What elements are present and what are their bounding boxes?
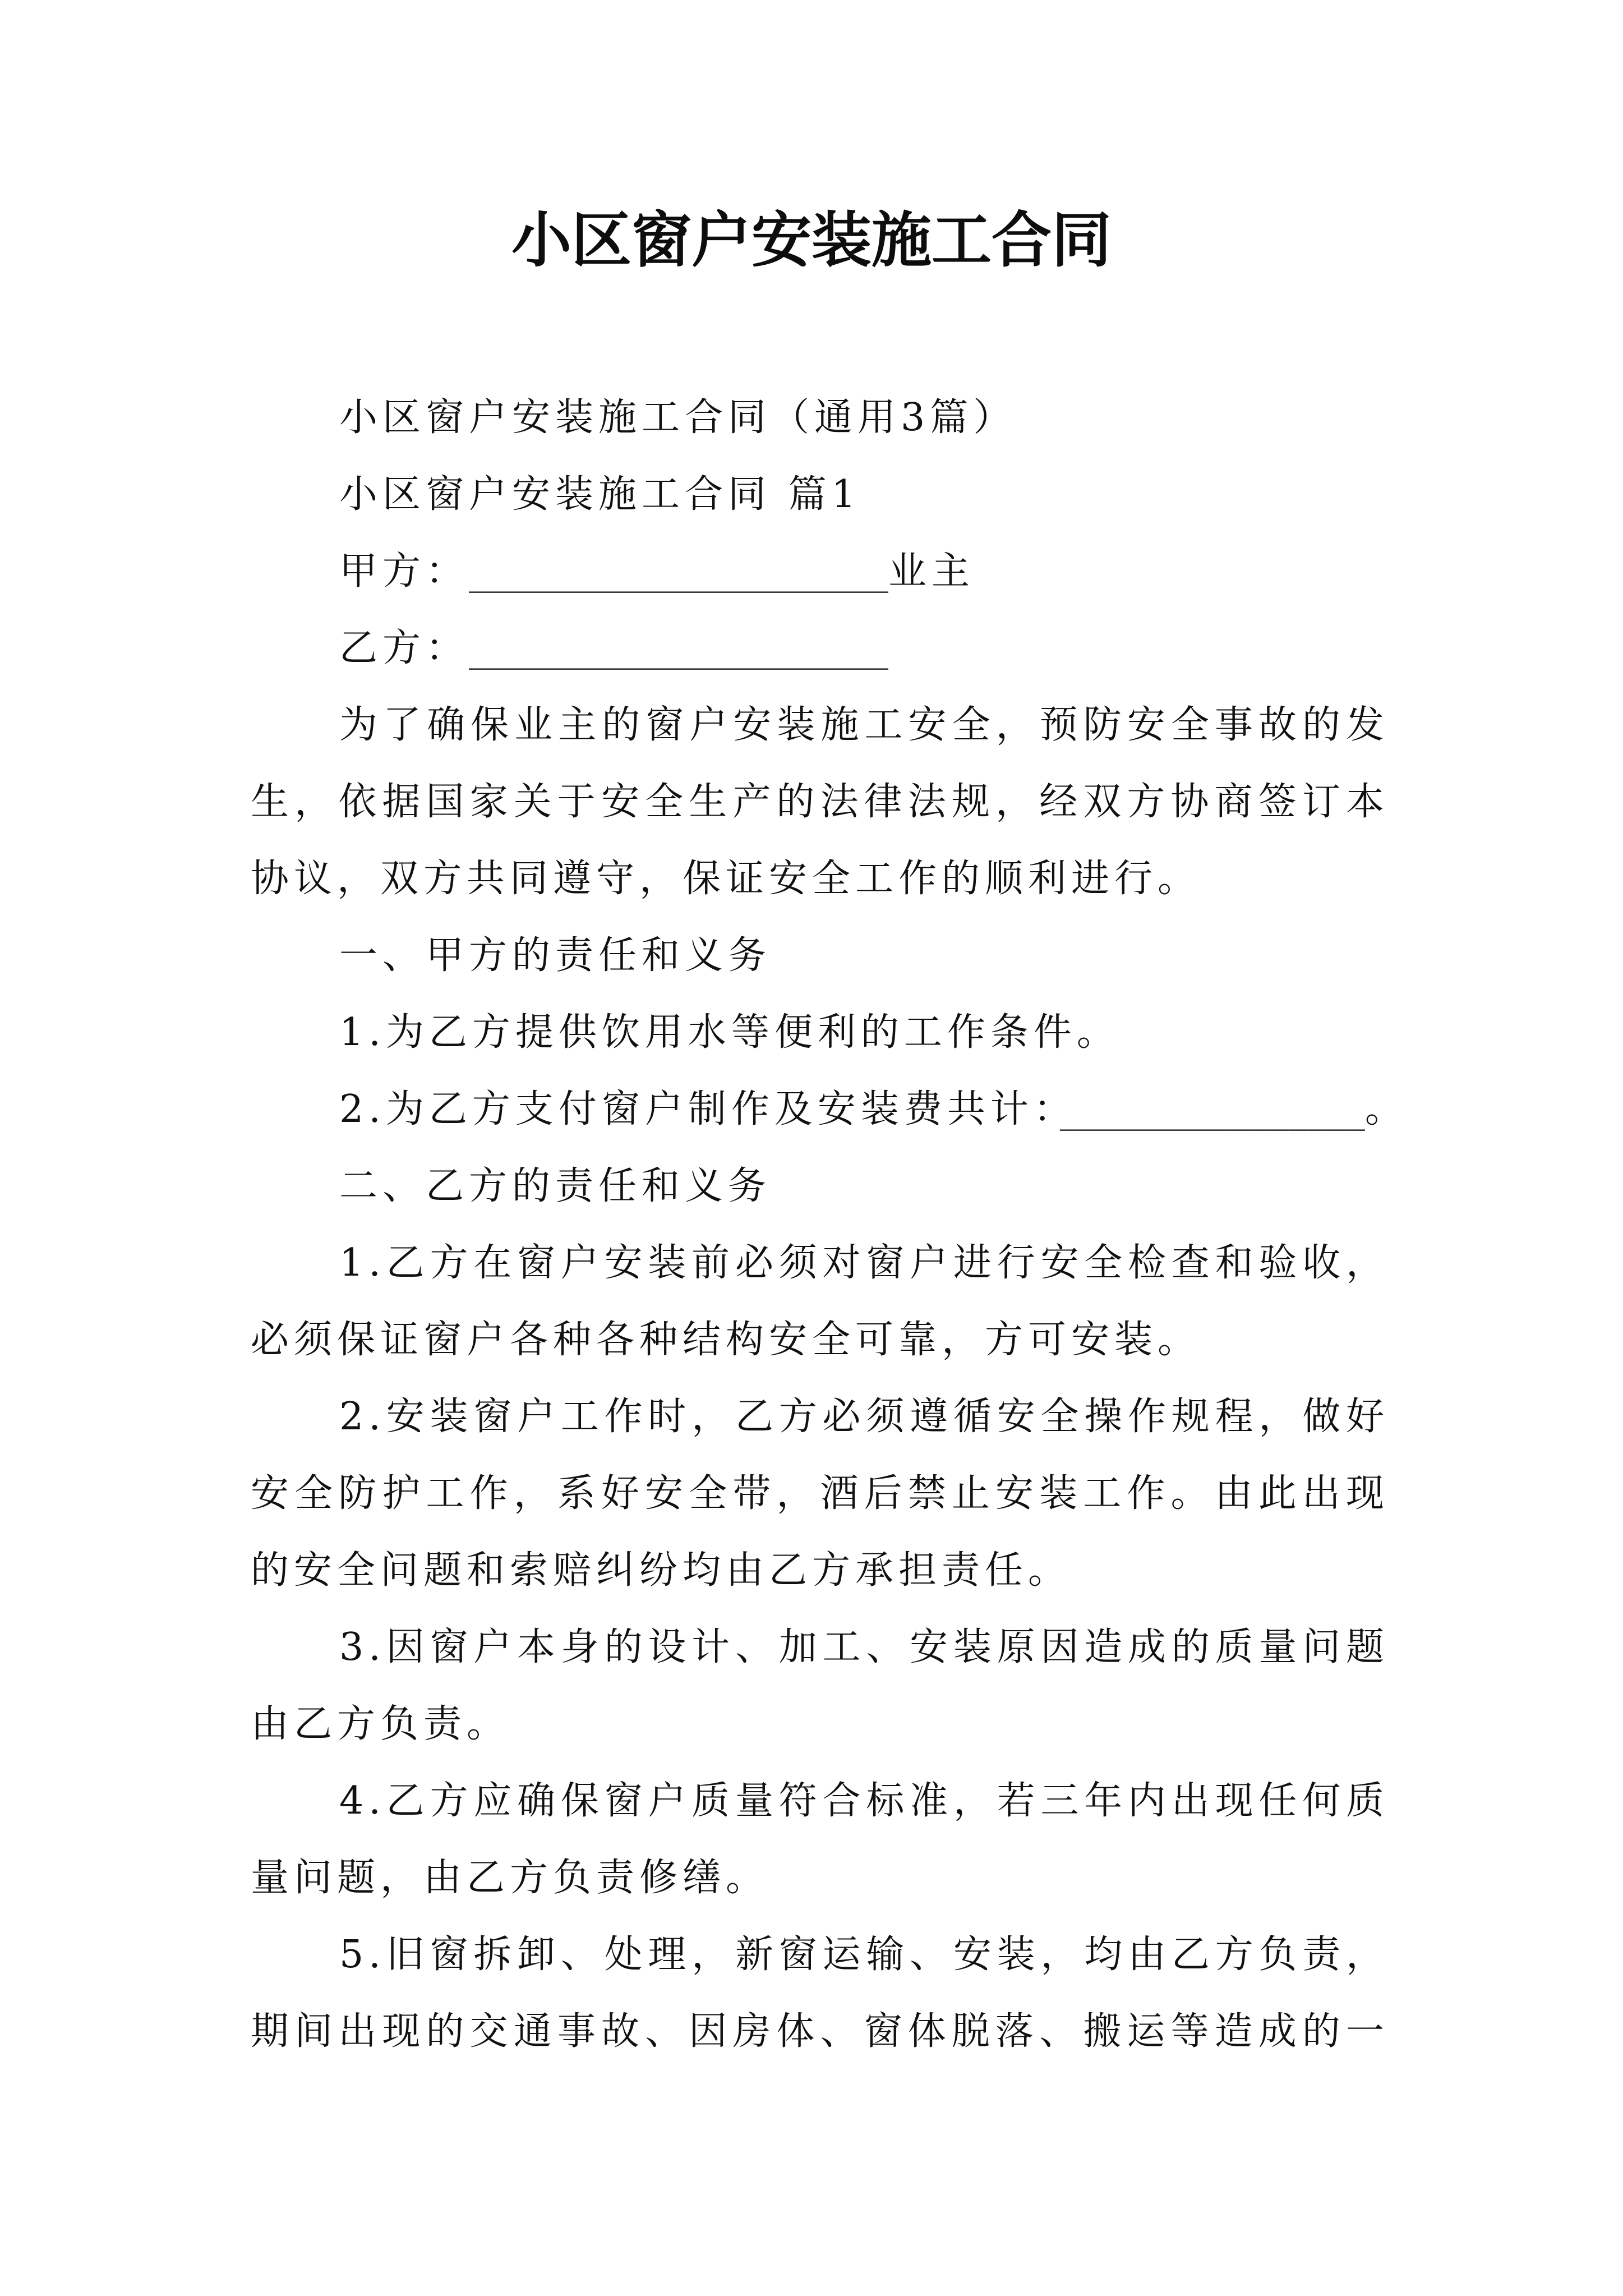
section-a-heading: 一、甲方的责任和义务 [339, 933, 772, 978]
party-a-label: 甲方： [339, 549, 469, 593]
paragraph-line: 5.旧窗拆卸、处理，新窗运输、安装，均由乙方负责， [339, 1932, 1389, 1977]
section-b-item-1 [251, 1225, 1389, 1378]
party-b-name-blank: ______________________ [469, 626, 889, 670]
party-a-line [251, 533, 1389, 610]
section-a-item-2-end: 。 [1364, 1087, 1403, 1131]
section-b-item-3 [251, 1609, 1389, 1763]
paragraph-line: 协议，双方共同遵守，保证安全工作的顺利进行。 [251, 857, 1201, 901]
collection-title: 小区窗户安装施工合同（通用3篇） [339, 395, 1017, 440]
section-b-item-4 [251, 1763, 1389, 1916]
article-heading: 小区窗户安装施工合同 篇1 [339, 472, 861, 517]
section-a-item-1: 1.为乙方提供饮用水等便利的工作条件。 [339, 1010, 1120, 1055]
section-b-heading: 二、乙方的责任和义务 [339, 1164, 772, 1208]
document-title: 小区窗户安装施工合同 [511, 205, 1112, 275]
paragraph-line: 生，依据国家关于安全生产的法律法规，经双方协商签订本 [251, 780, 1389, 824]
paragraph-line: 期间出现的交通事故、因房体、窗体脱落、搬运等造成的一 [251, 2009, 1389, 2054]
paragraph-line: 2.安装窗户工作时，乙方必须遵循安全操作规程，做好 [339, 1395, 1389, 1439]
paragraph-line: 3.因窗户本身的设计、加工、安装原因造成的质量问题 [339, 1625, 1389, 1669]
paragraph-line: 量问题，由乙方负责修缮。 [251, 1856, 769, 1900]
preamble-paragraph [251, 687, 1389, 917]
section-a-item-2 [251, 1071, 1403, 1148]
paragraph-line: 安全防护工作，系好安全带，酒后禁止安装工作。由此出现 [251, 1471, 1389, 1516]
paragraph-line: 4.乙方应确保窗户质量符合标准，若三年内出现任何质 [339, 1779, 1389, 1823]
party-a-name-blank: ______________________ [469, 549, 889, 593]
party-a-role: 业主 [888, 549, 975, 593]
paragraph-line: 由乙方负责。 [251, 1702, 510, 1746]
section-a-item-2-text: 2.为乙方支付窗户制作及安装费共计： [339, 1087, 1077, 1131]
paragraph-line: 必须保证窗户各种各种结构安全可靠，方可安装。 [251, 1318, 1201, 1362]
party-b-line [251, 610, 1389, 687]
document-body [251, 379, 1403, 2070]
party-b-label: 乙方： [339, 626, 469, 670]
paragraph-line: 的安全问题和索赔纠纷均由乙方承担责任。 [251, 1548, 1072, 1593]
fee-amount-blank: ________________ [1059, 1087, 1365, 1131]
section-b-item-2 [251, 1378, 1389, 1609]
paragraph-line: 1.乙方在窗户安装前必须对窗户进行安全检查和验收， [339, 1241, 1389, 1285]
section-b-item-5 [251, 1916, 1389, 2070]
paragraph-line: 为了确保业主的窗户安装施工安全，预防安全事故的发 [339, 703, 1389, 747]
